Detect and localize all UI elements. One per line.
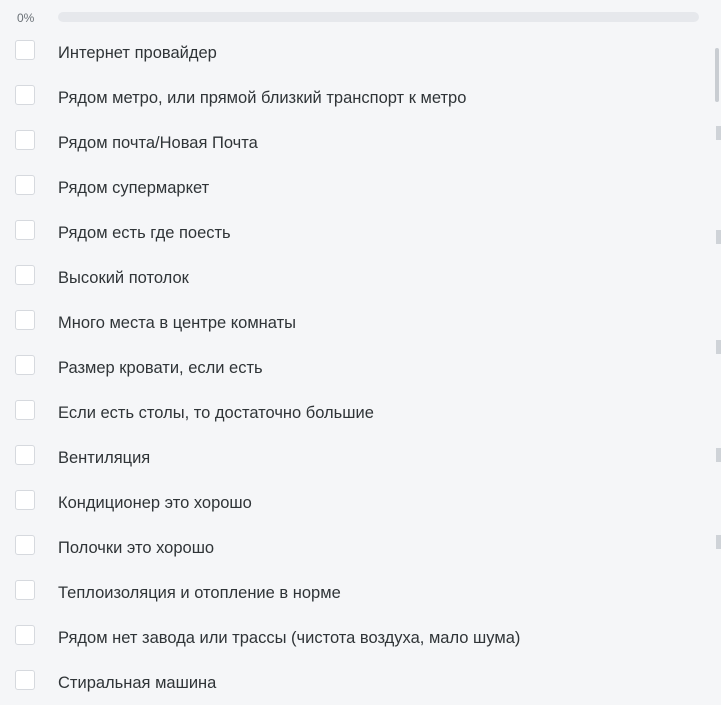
checklist-item-label: Рядом почта/Новая Почта <box>58 134 258 152</box>
checklist-item[interactable] <box>0 570 700 615</box>
checkbox[interactable] <box>15 85 35 105</box>
checklist-item-label: Стиральная машина <box>58 674 217 692</box>
checkbox[interactable] <box>15 445 35 465</box>
checklist-item-label: Размер кровати, если есть <box>58 359 263 377</box>
checklist-item-label: Много места в центре комнаты <box>58 314 297 332</box>
checklist-item[interactable] <box>0 255 700 300</box>
checklist-item[interactable] <box>0 210 700 255</box>
scrollbar-thumb[interactable] <box>715 48 719 102</box>
checklist-item[interactable] <box>0 660 700 705</box>
checklist-item[interactable] <box>0 525 700 570</box>
progress-bar <box>58 12 699 22</box>
checklist-item[interactable] <box>0 300 700 345</box>
checkbox[interactable] <box>15 355 35 375</box>
clipped-edge-fragment <box>716 230 721 244</box>
clipped-edge-fragment <box>716 448 721 462</box>
checkbox[interactable] <box>15 310 35 330</box>
clipped-edge-fragment <box>716 340 721 354</box>
checkbox[interactable] <box>15 40 35 60</box>
checkbox[interactable] <box>15 400 35 420</box>
checklist-item-label: Рядом нет завода или трассы (чистота воздуха, мало шума) <box>58 629 521 647</box>
checklist-item-label: Полочки это хорошо <box>58 539 215 557</box>
checkbox[interactable] <box>15 490 35 510</box>
checklist-item[interactable] <box>0 120 700 165</box>
checkbox[interactable] <box>15 265 35 285</box>
checkbox[interactable] <box>15 175 35 195</box>
progress-percent-label: 0% <box>17 11 35 25</box>
checklist-item-label: Если есть столы, то достаточно большие <box>58 404 374 422</box>
checklist-item[interactable] <box>0 435 700 480</box>
checkbox[interactable] <box>15 670 35 690</box>
checklist-item[interactable] <box>0 30 700 75</box>
checklist-item-label: Интернет провайдер <box>58 44 217 62</box>
clipped-edge-fragment <box>716 126 721 140</box>
checklist <box>0 30 700 705</box>
checklist-item[interactable] <box>0 615 700 660</box>
checklist-item-label: Рядом супермаркет <box>58 179 210 197</box>
checklist-item[interactable] <box>0 480 700 525</box>
checklist-item-label: Рядом метро, или прямой близкий транспорт к метро <box>58 89 467 107</box>
checklist-item-label: Кондиционер это хорошо <box>58 494 252 512</box>
checkbox[interactable] <box>15 625 35 645</box>
progress-row <box>17 8 699 28</box>
checklist-item-label: Вентиляция <box>58 449 151 467</box>
checklist-item-label: Высокий потолок <box>58 269 189 287</box>
checklist-item[interactable] <box>0 75 700 120</box>
checklist-item-label: Теплоизоляция и отопление в норме <box>58 584 341 602</box>
checklist-item[interactable] <box>0 165 700 210</box>
checkbox[interactable] <box>15 580 35 600</box>
checkbox[interactable] <box>15 535 35 555</box>
checklist-item-label: Рядом есть где поесть <box>58 224 231 242</box>
checkbox[interactable] <box>15 130 35 150</box>
clipped-edge-fragment <box>716 535 721 549</box>
checkbox[interactable] <box>15 220 35 240</box>
checklist-item[interactable] <box>0 345 700 390</box>
checklist-item[interactable] <box>0 390 700 435</box>
